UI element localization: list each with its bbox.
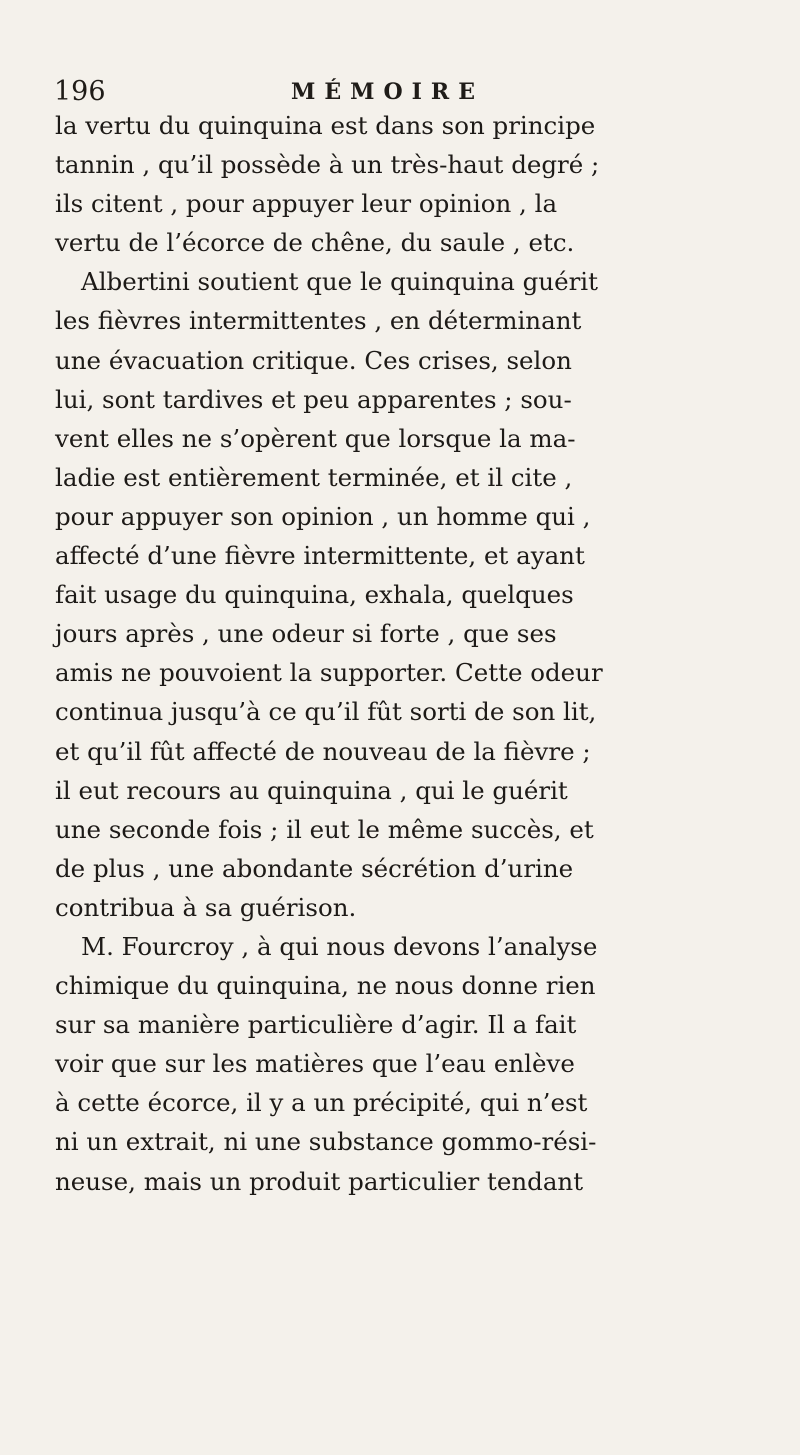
text-line: vertu de l’écorce de chêne, du saule , etc. [55, 228, 575, 258]
text-line: voir que sur les matières que l’eau enlève [55, 1049, 575, 1079]
text-line: jours après , une odeur si forte , que ses [55, 619, 557, 649]
text-line: ni un extrait, ni une substance gommo-rési- [55, 1127, 597, 1157]
text-line: sur sa manière particulière d’agir. Il a fait [55, 1010, 577, 1040]
text-line: il eut recours au quinquina , qui le guérit [55, 775, 568, 805]
running-head: MÉMOIRE [291, 79, 484, 105]
text-line: une seconde fois ; il eut le même succès, et [55, 814, 594, 844]
text-line: la vertu du quinquina est dans son principe [55, 111, 596, 140]
text-line: et qu’il fût affecté de nouveau de la fièvre ; [55, 736, 591, 766]
text-line: ladie est entièrement terminée, et il cite , [55, 462, 573, 492]
text-line: contribua à sa guérison. [55, 892, 357, 922]
text-line: de plus , une abondante sécrétion d’urine [55, 853, 574, 883]
text-line: tannin , qu’il possède à un très-haut degré ; [55, 150, 600, 180]
text-line: lui, sont tardives et peu apparentes ; sou- [55, 384, 572, 414]
text-line: chimique du quinquina, ne nous donne rien [55, 971, 596, 1001]
text-line: amis ne pouvoient la supporter. Cette odeur [55, 658, 603, 688]
text-line: continua jusqu’à ce qu’il fût sorti de son lit, [55, 697, 597, 727]
text-line: pour appuyer son opinion , un homme qui , [55, 501, 591, 531]
text-line: une évacuation critique. Ces crises, selon [55, 345, 572, 375]
text-line: vent elles ne s’opèrent que lorsque la ma- [55, 423, 576, 453]
text-line: fait usage du quinquina, exhala, quelques [55, 580, 574, 610]
text-line: affecté d’une fièvre intermittente, et ayant [55, 541, 585, 571]
text-line: neuse, mais un produit particulier tendant [55, 1166, 584, 1196]
text-line: à cette écorce, il y a un précipité, qui n’est [55, 1088, 588, 1118]
text-line: ils citent , pour appuyer leur opinion , la [55, 189, 558, 219]
body-text [55, 106, 755, 1201]
text-line: M. Fourcroy , à qui nous devons l’analyse [81, 931, 598, 961]
text-line: les fièvres intermittentes , en déterminant [55, 306, 582, 336]
text-line: Albertini soutient que le quinquina guérit [81, 267, 598, 297]
page-number: 196 [54, 76, 106, 107]
